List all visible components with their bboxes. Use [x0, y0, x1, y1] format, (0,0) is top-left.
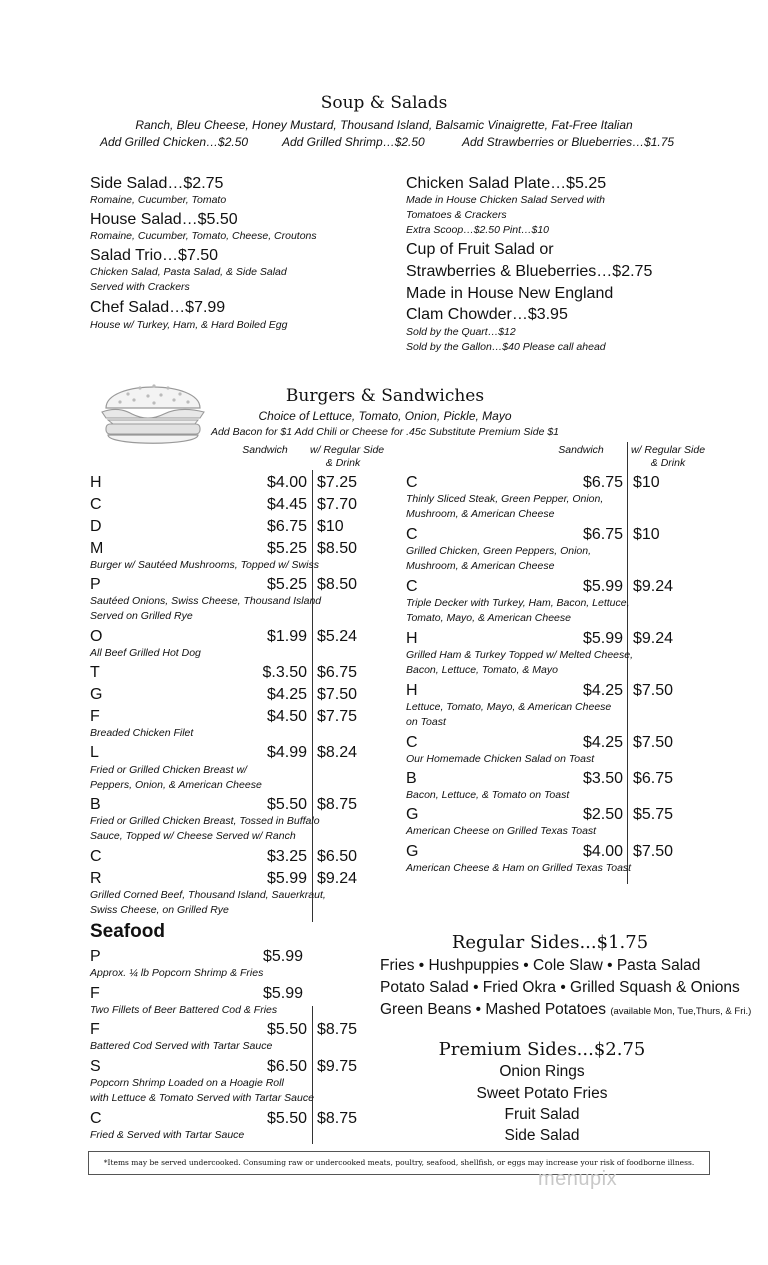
combo-price: $8.24 [317, 744, 358, 761]
item-desc: Grilled Ham & Turkey Topped w/ Melted Cheese, [406, 649, 634, 661]
dressings-list: Ranch, Bleu Cheese, Honey Mustard, Thousand Island, Balsamic Vinaigrette, Fat-Free Italian [135, 118, 633, 132]
sandwich-price: $3.25 [266, 848, 307, 865]
item-desc: Mushroom, & American Cheese [406, 508, 555, 520]
sandwich-price: $5.25 [266, 540, 307, 557]
item-desc: Grilled Corned Beef, Thousand Island, Sauerkraut, [90, 889, 326, 901]
sandwich-price: $4.00 [266, 474, 307, 491]
chicken-plate-desc-3: Extra Scoop…$2.50 Pint…$10 [406, 224, 550, 236]
sandwich-price: $4.25 [582, 734, 623, 751]
item-desc: Sauce, Topped w/ Cheese Served w/ Ranch [90, 830, 296, 842]
col-side-left-2: & Drink [325, 457, 361, 469]
chowder-line-1: Made in House New England [406, 285, 614, 302]
item-name: P [90, 948, 101, 965]
combo-price: $7.25 [317, 474, 358, 491]
sandwich-price: $4.99 [266, 744, 307, 761]
combo-price: $10 [633, 474, 660, 491]
combo-price: $6.75 [317, 664, 358, 681]
sandwich-price: $5.99 [266, 870, 307, 887]
item-desc: Bacon, Lettuce, Tomato, & Mayo [406, 664, 558, 676]
item-name: O [90, 628, 103, 645]
regular-sides-title: Regular Sides...$1.75 [451, 932, 649, 953]
addon-shrimp: Add Grilled Shrimp…$2.50 [282, 135, 425, 149]
item-name: H [406, 682, 418, 699]
item-desc: Fried or Grilled Chicken Breast, Tossed in Buffalo [90, 815, 320, 827]
salad-trio-desc-2: Served with Crackers [90, 281, 190, 293]
item-name: S [90, 1058, 101, 1075]
combo-price: $9.24 [633, 630, 674, 647]
sandwich-price: $4.45 [266, 496, 307, 513]
item-desc: Served on Grilled Rye [90, 610, 193, 622]
sandwich-price: $6.50 [266, 1058, 307, 1075]
item-name: F [90, 985, 100, 1002]
sandwich-price: $5.99 [262, 948, 303, 965]
addon-chicken: Add Grilled Chicken…$2.50 [100, 135, 249, 149]
sandwich-price: $5.50 [266, 1021, 307, 1038]
item-desc: American Cheese on Grilled Texas Toast [406, 825, 597, 837]
combo-price: $9.75 [317, 1058, 358, 1075]
item-name: C [90, 1110, 102, 1127]
combo-price: $7.75 [317, 708, 358, 725]
regular-sides-line-3-text: Green Beans • Mashed Potatoes [380, 1001, 611, 1018]
item-name: L [90, 744, 99, 761]
combo-price: $5.75 [633, 806, 674, 823]
premium-side-item: Side Salad [504, 1127, 580, 1144]
combo-price: $7.50 [633, 682, 674, 699]
combo-price: $6.50 [317, 848, 358, 865]
foodborne-illness-disclaimer: *Items may be served undercooked. Consuming raw or undercooked meats, poultry, seafood, shellfish, or eggs may increase your risk of foodborne illness. [88, 1151, 710, 1175]
item-desc: Breaded Chicken Filet [90, 727, 194, 739]
sandwich-price: $5.25 [266, 576, 307, 593]
burger-toppings: Choice of Lettuce, Tomato, Onion, Pickle, Mayo [258, 409, 512, 423]
item-desc: Lettuce, Tomato, Mayo, & American Cheese [406, 701, 612, 713]
chowder-desc-1: Sold by the Quart…$12 [406, 326, 516, 338]
chowder-desc-2: Sold by the Gallon…$40 Please call ahead [406, 341, 606, 353]
combo-price: $6.75 [633, 770, 674, 787]
chicken-salad-plate-item: Chicken Salad Plate…$5.25 [406, 175, 607, 192]
combo-price: $8.50 [317, 540, 358, 557]
combo-price: $10 [317, 518, 344, 535]
chicken-plate-desc-1: Made in House Chicken Salad Served with [406, 194, 606, 206]
chowder-line-2: Clam Chowder…$3.95 [406, 306, 568, 323]
right-column-divider [627, 442, 628, 884]
item-name: H [90, 474, 102, 491]
regular-sides-line-1: Fries • Hushpuppies • Cole Slaw • Pasta Salad [380, 957, 701, 974]
item-desc: Two Fillets of Beer Battered Cod & Fries [90, 1004, 278, 1016]
chef-salad-desc: House w/ Turkey, Ham, & Hard Boiled Egg [90, 319, 288, 331]
premium-sides-title: Premium Sides...$2.75 [438, 1039, 646, 1060]
menupix-watermark: menupix [538, 1168, 618, 1190]
item-name: C [406, 474, 418, 491]
house-salad-item: House Salad…$5.50 [90, 211, 238, 228]
item-desc: Sautéed Onions, Swiss Cheese, Thousand Island [90, 595, 322, 607]
combo-price: $8.75 [317, 1110, 358, 1127]
item-name: D [90, 518, 102, 535]
item-name: F [90, 708, 100, 725]
item-desc: Popcorn Shrimp Loaded on a Hoagie Roll [90, 1077, 284, 1089]
salad-trio-desc-1: Chicken Salad, Pasta Salad, & Side Salad [90, 266, 287, 278]
item-desc: Swiss Cheese, on Grilled Rye [90, 904, 229, 916]
soup-salads-title: Soup & Salads [320, 93, 448, 113]
combo-price: $7.50 [633, 734, 674, 751]
item-desc: Triple Decker with Turkey, Ham, Bacon, Lettuce, [406, 597, 630, 609]
item-desc: Thinly Sliced Steak, Green Pepper, Onion, [406, 493, 604, 505]
item-desc: Bacon, Lettuce, & Tomato on Toast [406, 789, 570, 801]
item-name: G [406, 806, 419, 823]
combo-price: $5.24 [317, 628, 358, 645]
sandwich-price: $4.00 [582, 843, 623, 860]
burger-icon [98, 372, 208, 450]
combo-price: $7.50 [633, 843, 674, 860]
item-desc: All Beef Grilled Hot Dog [90, 647, 201, 659]
salad-trio-item: Salad Trio…$7.50 [90, 247, 219, 264]
item-name: H [406, 630, 418, 647]
item-name: C [406, 526, 418, 543]
premium-side-item: Onion Rings [499, 1063, 585, 1080]
col-side-right-1: w/ Regular Side [630, 444, 706, 456]
combo-price: $8.75 [317, 796, 358, 813]
item-desc: Mushroom, & American Cheese [406, 560, 555, 572]
item-desc: with Lettuce & Tomato Served with Tartar Sauce [90, 1092, 314, 1104]
sandwich-price: $4.50 [266, 708, 307, 725]
sandwich-price: $4.25 [582, 682, 623, 699]
item-name: C [406, 578, 418, 595]
item-name: B [90, 796, 101, 813]
item-name: T [90, 664, 100, 681]
side-salad-desc: Romaine, Cucumber, Tomato [90, 194, 227, 206]
sandwich-price: $6.75 [582, 526, 623, 543]
regular-sides-line-2: Potato Salad • Fried Okra • Grilled Squash & Onions [380, 979, 740, 996]
combo-price: $7.50 [317, 686, 358, 703]
item-name: B [406, 770, 417, 787]
item-name: F [90, 1021, 100, 1038]
col-sandwich-right: Sandwich [558, 444, 604, 456]
premium-side-item: Fruit Salad [504, 1106, 580, 1123]
col-sandwich-left: Sandwich [242, 444, 288, 456]
fruit-salad-line-2: Strawberries & Blueberries…$2.75 [406, 263, 653, 280]
item-desc: American Cheese & Ham on Grilled Texas Toast [406, 862, 632, 874]
item-name: G [90, 686, 103, 703]
item-desc: Tomato, Mayo, & American Cheese [406, 612, 571, 624]
item-desc: Fried or Grilled Chicken Breast w/ [90, 764, 247, 776]
premium-side-item: Sweet Potato Fries [476, 1085, 608, 1102]
combo-price: $9.24 [317, 870, 358, 887]
item-desc: Grilled Chicken, Green Peppers, Onion, [406, 545, 592, 557]
item-name: C [90, 496, 102, 513]
house-salad-desc: Romaine, Cucumber, Tomato, Cheese, Croutons [90, 230, 317, 242]
addon-berries: Add Strawberries or Blueberries…$1.75 [462, 135, 675, 149]
sandwich-price: $5.50 [266, 796, 307, 813]
combo-price: $8.75 [317, 1021, 358, 1038]
sandwich-price: $2.50 [582, 806, 623, 823]
seafood-title: Seafood [90, 921, 165, 942]
side-salad-item: Side Salad…$2.75 [90, 175, 224, 192]
chef-salad-item: Chef Salad…$7.99 [90, 299, 226, 316]
seafood-column-divider [312, 1006, 313, 1144]
item-name: C [406, 734, 418, 751]
item-desc: Peppers, Onion, & American Cheese [90, 779, 262, 791]
item-desc: Burger w/ Sautéed Mushrooms, Topped w/ Swiss [90, 559, 319, 571]
col-side-left-1: w/ Regular Side [310, 444, 385, 456]
item-desc: on Toast [406, 716, 446, 728]
item-desc: Approx. ¼ lb Popcorn Shrimp & Fries [90, 967, 264, 979]
left-column-divider [312, 470, 313, 922]
regular-sides-note: (available Mon, Tue,Thurs, & Fri.) [610, 1006, 752, 1017]
fruit-salad-line-1: Cup of Fruit Salad or [406, 241, 554, 258]
regular-sides-line-3 [380, 1001, 751, 1019]
burger-addons: Add Bacon for $1 Add Chili or Cheese for .45c Substitute Premium Side $1 [210, 426, 560, 438]
combo-price: $10 [633, 526, 660, 543]
burgers-title: Burgers & Sandwiches [285, 386, 485, 406]
item-name: C [90, 848, 102, 865]
sandwich-price: $6.75 [582, 474, 623, 491]
sandwich-price: $5.99 [262, 985, 303, 1002]
sandwich-price: $5.99 [582, 630, 623, 647]
item-name: M [90, 540, 104, 557]
item-desc: Our Homemade Chicken Salad on Toast [406, 753, 595, 765]
sandwich-price: $5.50 [266, 1110, 307, 1127]
item-name: R [90, 870, 102, 887]
sandwich-price: $6.75 [266, 518, 307, 535]
chicken-plate-desc-2: Tomatoes & Crackers [406, 209, 507, 221]
sandwich-price: $3.50 [582, 770, 623, 787]
item-desc: Fried & Served with Tartar Sauce [90, 1129, 245, 1141]
sandwich-price: $4.25 [266, 686, 307, 703]
combo-price: $8.50 [317, 576, 358, 593]
combo-price: $9.24 [633, 578, 674, 595]
combo-price: $7.70 [317, 496, 358, 513]
sandwich-price: $.3.50 [262, 664, 307, 681]
item-desc: Battered Cod Served with Tartar Sauce [90, 1040, 273, 1052]
item-name: G [406, 843, 419, 860]
sandwich-price: $1.99 [266, 628, 307, 645]
sandwich-price: $5.99 [582, 578, 623, 595]
col-side-right-2: & Drink [650, 457, 686, 469]
item-name: P [90, 576, 101, 593]
